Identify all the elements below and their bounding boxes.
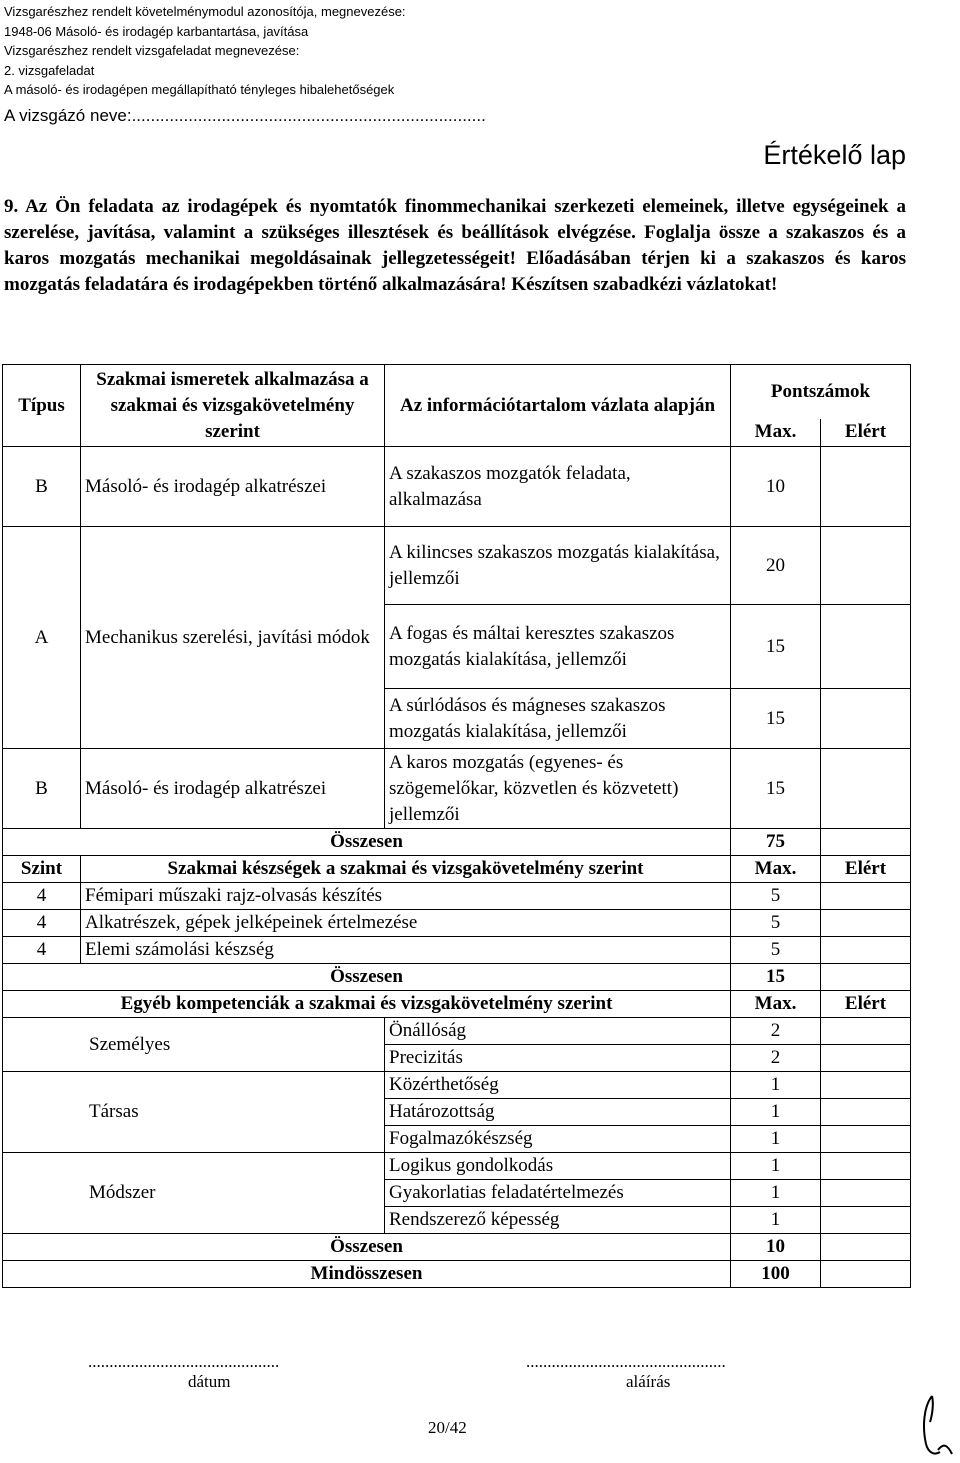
subtotal-value: 10: [731, 1234, 821, 1261]
competence-max: 1: [731, 1099, 821, 1126]
grand-total-achieved[interactable]: [821, 1261, 911, 1288]
header-line: 1948-06 Másoló- és irodagép karbantartása, javítása: [4, 23, 309, 39]
skill-level: 4: [3, 883, 81, 910]
col-header-achieved: Elért: [821, 419, 911, 447]
competence-name: Logikus gondolkodás: [385, 1153, 731, 1180]
competence-name: Rendszerező képesség: [385, 1207, 731, 1234]
row-type: A: [3, 527, 81, 749]
subtotal-achieved[interactable]: [821, 964, 911, 991]
row-item: A szakaszos mozgatók feladata, alkalmazása: [385, 447, 731, 527]
skill-name: Fémipari műszaki rajz-olvasás készítés: [81, 883, 731, 910]
col-header-type: Típus: [3, 365, 81, 447]
skill-name: Alkatrészek, gépek jelképeinek értelmezése: [81, 910, 731, 937]
subtotal-label: Összesen: [3, 829, 731, 856]
grand-total-label: Mindösszesen: [3, 1261, 731, 1288]
competence-max: 1: [731, 1207, 821, 1234]
table-row: [3, 1072, 911, 1099]
subtotal-value: 75: [731, 829, 821, 856]
row-max: 15: [731, 605, 821, 689]
competence-max: 1: [731, 1072, 821, 1099]
subtotal-row: [3, 964, 911, 991]
signature-footer: [0, 1352, 960, 1462]
competence-max: 1: [731, 1180, 821, 1207]
header-line: Vizsgarészhez rendelt követelménymodul azonosítója, megnevezése:: [4, 4, 406, 19]
examinee-name-field: A vizsgázó neve:...........................................................................: [4, 106, 486, 125]
competence-name: Gyakorlatias feladatértelmezés: [385, 1180, 731, 1207]
row-area: Másoló- és irodagép alkatrészei: [81, 749, 385, 829]
skill-achieved[interactable]: [821, 937, 911, 964]
competence-achieved[interactable]: [821, 1126, 911, 1153]
competence-achieved[interactable]: [821, 1072, 911, 1099]
competence-group: Társas: [3, 1072, 385, 1153]
competence-name: Precizitás: [385, 1045, 731, 1072]
competence-header-row: [3, 991, 911, 1018]
table-row: [3, 910, 911, 937]
header-line: A másoló- és irodagépen megállapítható tényleges hibalehetőségek: [4, 82, 395, 97]
competence-achieved[interactable]: [821, 1018, 911, 1045]
row-area: Mechanikus szerelési, javítási módok: [81, 527, 385, 749]
header-line: 2. vizsgafeladat: [4, 62, 95, 78]
row-achieved[interactable]: [821, 689, 911, 749]
skills-header-row: [3, 856, 911, 883]
competence-group: Személyes: [3, 1018, 385, 1072]
competence-max: 2: [731, 1045, 821, 1072]
row-max: 15: [731, 749, 821, 829]
col-header-max: Max.: [731, 419, 821, 447]
date-label: dátum: [188, 1372, 231, 1391]
row-item: A kilincses szakaszos mozgatás kialakítása, jellemzői: [385, 527, 731, 605]
competence-max: 1: [731, 1126, 821, 1153]
competence-group: Módszer: [3, 1153, 385, 1234]
date-line: .............................................: [88, 1352, 280, 1371]
col-header-max: Max.: [731, 991, 821, 1018]
row-item: A karos mozgatás (egyenes- és szögemelőkar, közvetlen és közvetett) jellemzői: [385, 749, 731, 829]
competence-achieved[interactable]: [821, 1180, 911, 1207]
table-row: [3, 1018, 911, 1045]
competence-max: 2: [731, 1018, 821, 1045]
competence-achieved[interactable]: [821, 1153, 911, 1180]
skill-achieved[interactable]: [821, 883, 911, 910]
competence-achieved[interactable]: [821, 1099, 911, 1126]
competence-achieved[interactable]: [821, 1207, 911, 1234]
subtotal-label: Összesen: [3, 1234, 731, 1261]
row-achieved[interactable]: [821, 527, 911, 605]
row-item: A súrlódásos és mágneses szakaszos mozgatás kialakítása, jellemzői: [385, 689, 731, 749]
row-max: 10: [731, 447, 821, 527]
grand-total-row: [3, 1261, 911, 1288]
skill-max: 5: [731, 910, 821, 937]
task-description: 9. Az Ön feladata az irodagépek és nyomtatók finommechanikai szerkezeti elemeinek, illetve egységeinek a szerelése, javítása, valamint a szükséges illesztések és beállítások elvégzése. Foglalja össze a szakaszos és a karos mozgatás mechanikai megoldásainak jellegzetességeit! Előadásában térjen ki a szakaszos és karos mozgatás feladatára és irodagépekben történő alkalmazására! Készítsen szabadkézi vázlatokat!: [4, 196, 906, 295]
subtotal-label: Összesen: [3, 964, 731, 991]
row-type: B: [3, 447, 81, 527]
subtotal-achieved[interactable]: [821, 1234, 911, 1261]
table-row: [3, 937, 911, 964]
skill-name: Elemi számolási készség: [81, 937, 731, 964]
competence-max: 1: [731, 1153, 821, 1180]
page-title: Értékelő lap: [763, 140, 906, 170]
subtotal-achieved[interactable]: [821, 829, 911, 856]
row-achieved[interactable]: [821, 749, 911, 829]
col-header-points: Pontszámok: [731, 365, 911, 419]
table-row: [3, 527, 911, 605]
row-type: B: [3, 749, 81, 829]
skill-max: 5: [731, 937, 821, 964]
row-area: Másoló- és irodagép alkatrészei: [81, 447, 385, 527]
subtotal-row: [3, 1234, 911, 1261]
col-header-achieved: Elért: [821, 991, 911, 1018]
skill-achieved[interactable]: [821, 910, 911, 937]
signature-line: ...............................................: [526, 1352, 726, 1371]
row-max: 20: [731, 527, 821, 605]
row-item: A fogas és máltai keresztes szakaszos mozgatás kialakítása, jellemzői: [385, 605, 731, 689]
subtotal-value: 15: [731, 964, 821, 991]
col-header-max: Max.: [731, 856, 821, 883]
competence-name: Közérthetőség: [385, 1072, 731, 1099]
competence-name: Fogalmazókészség: [385, 1126, 731, 1153]
signature-label: aláírás: [626, 1372, 671, 1391]
document-header: [4, 2, 406, 100]
skill-level: 4: [3, 937, 81, 964]
subtotal-row: [3, 829, 911, 856]
page-number: 20/42: [428, 1418, 467, 1437]
col-header-outline: Az információtartalom vázlata alapján: [385, 365, 731, 447]
row-max: 15: [731, 689, 821, 749]
row-achieved[interactable]: [821, 605, 911, 689]
evaluation-table: [2, 364, 911, 1288]
skills-header-title: Szakmai készségek a szakmai és vizsgakövetelmény szerint: [81, 856, 731, 883]
table-row: [3, 749, 911, 829]
competence-name: Önállóság: [385, 1018, 731, 1045]
skill-max: 5: [731, 883, 821, 910]
col-header-achieved: Elért: [821, 856, 911, 883]
table-row: [3, 447, 911, 527]
header-line: Vizsgarészhez rendelt vizsgafeladat megnevezése:: [4, 43, 300, 58]
competence-header-title: Egyéb kompetenciák a szakmai és vizsgakövetelmény szerint: [3, 991, 731, 1018]
grand-total-value: 100: [731, 1261, 821, 1288]
table-row: [3, 883, 911, 910]
competence-name: Határozottság: [385, 1099, 731, 1126]
handwritten-signature-icon: [918, 1392, 958, 1460]
competence-achieved[interactable]: [821, 1045, 911, 1072]
table-row: [3, 1153, 911, 1180]
col-header-level: Szint: [3, 856, 81, 883]
skill-level: 4: [3, 910, 81, 937]
col-header-knowledge: Szakmai ismeretek alkalmazása a szakmai és vizsgakövetelmény szerint: [81, 365, 385, 447]
row-achieved[interactable]: [821, 447, 911, 527]
